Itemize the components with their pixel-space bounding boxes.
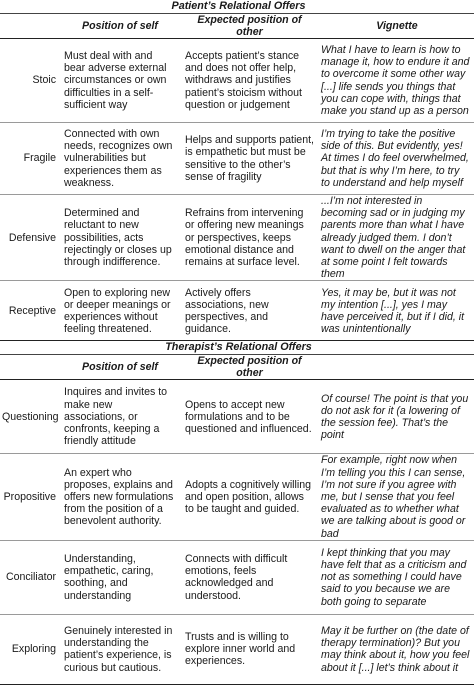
position-of-self: Genuinely interested in understanding the patient’s experience, is curious but cautious. <box>58 614 179 684</box>
position-of-self: Must deal with and bear adverse external circumstances or own difficulties in a self-sufficient way <box>58 39 179 123</box>
table-row <box>0 380 474 454</box>
patient-header-row <box>0 14 474 39</box>
expected-position-of-other: Actively offers associations, new perspectives, and guidance. <box>179 281 317 341</box>
therapist-section-title-row <box>0 341 474 355</box>
patient-header-blank <box>0 14 58 39</box>
position-of-self: Understanding, empathetic, caring, soothing, and understanding <box>58 540 179 614</box>
row-label: Fragile <box>23 152 56 165</box>
vignette: May it be further on (the date of therapy termination)? But you may think about it, how you feel about it [...] let’s think about it <box>317 614 474 684</box>
table-row <box>0 614 474 684</box>
position-of-self: Determined and reluctant to new possibilities, acts rejectingly or closes up through indifference. <box>58 195 179 281</box>
expected-position-of-other: Connects with difficult emotions, feels acknowledged and understood. <box>179 540 317 614</box>
therapist-header-self: Position of self <box>58 355 179 380</box>
row-label: Questioning <box>2 410 59 423</box>
expected-position-of-other: Refrains from intervening or offering new meanings or perspectives, keeps emotional distance and remains at surface level. <box>179 195 317 281</box>
therapist-header-blank <box>0 355 58 380</box>
expected-position-of-other: Trusts and is willing to explore inner world and experiences. <box>179 614 317 684</box>
expected-position-of-other: Adopts a cognitively willing and open position, allows to be taught and guided. <box>179 454 317 540</box>
row-label: Exploring <box>11 643 56 656</box>
therapist-header-row <box>0 355 474 380</box>
therapist-header-vignette <box>317 355 474 380</box>
table-row <box>0 454 474 540</box>
vignette: Of course! The point is that you do not ask for it (a lowering of the session fee). That’s the point <box>317 380 474 454</box>
patient-section-title-row <box>0 0 474 14</box>
therapist-header-other: Expected position of other <box>179 355 317 380</box>
position-of-self: An expert who proposes, explains and offers new formulations from the position of a benevolent authority. <box>58 454 179 540</box>
vignette: Yes, it may be, but it was not my intention [...], yes I may have perceived it, but if I did, it was unintentionally <box>317 281 474 341</box>
vignette: I’m trying to take the positive side of this. But evidently, yes! At times I do feel overwhelmed, but that is why I’m here, to try to understand and help myself <box>317 123 474 195</box>
table-row <box>0 39 474 123</box>
vignette: For example, right now when I’m telling you this I can sense, I’m not sure if you agree with me, but I sense that you feel evaluated as to whether what we are talking about is good or bad <box>317 454 474 540</box>
table-row <box>0 195 474 281</box>
row-label: Receptive <box>8 304 56 317</box>
patient-header-other: Expected position of other <box>179 14 317 39</box>
expected-position-of-other: Helps and supports patient, is empathetic but must be sensitive to the other’s sense of fragility <box>179 123 317 195</box>
row-label: Conciliator <box>5 571 56 584</box>
therapist-section-title: Therapist’s Relational Offers <box>0 341 474 355</box>
table-row <box>0 540 474 614</box>
row-label: Propositive <box>3 491 56 504</box>
row-label: Stoic <box>32 74 56 87</box>
table-row <box>0 281 474 341</box>
vignette: I kept thinking that you may have felt that as a criticism and not as something I could have said to you because we are both going to separate <box>317 540 474 614</box>
expected-position-of-other: Accepts patient’s stance and does not offer help, withdraws and justifies patient’s stoicism without question or judgement <box>179 39 317 123</box>
position-of-self: Connected with own needs, recognizes own vulnerabilities but experiences them as weakness. <box>58 123 179 195</box>
position-of-self: Inquires and invites to make new associations, or confronts, keeping a friendly attitude <box>58 380 179 454</box>
vignette: ...I’m not interested in becoming sad or in judging my parents more than what I have already judged them. I don’t want to dwell on the anger that at some point I felt towards them <box>317 195 474 281</box>
table-row <box>0 123 474 195</box>
expected-position-of-other: Opens to accept new formulations and to be questioned and influenced. <box>179 380 317 454</box>
vignette: What I have to learn is how to manage it, how to endure it and to overcome it some other way [...] life sends you things that you can cope with, things that make you stand up as a person <box>317 39 474 123</box>
position-of-self: Open to exploring new or deeper meanings or experiences without feeling threatened. <box>58 281 179 341</box>
patient-section-title: Patient’s Relational Offers <box>0 0 474 14</box>
row-label: Defensive <box>8 231 56 244</box>
patient-header-self: Position of self <box>58 14 179 39</box>
patient-header-vignette: Vignette <box>317 14 474 39</box>
